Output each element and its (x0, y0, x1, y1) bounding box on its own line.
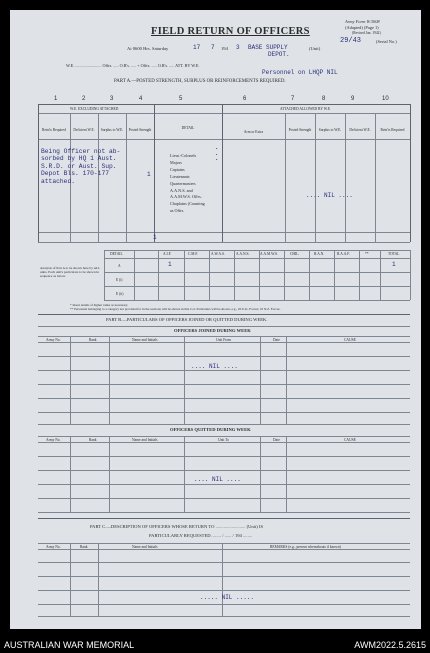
col-head: Rein'ts Required (380, 128, 405, 132)
attached-nil: .... NIL .... (306, 192, 353, 199)
analysis-aif-value: 1 (168, 261, 172, 268)
rule (410, 104, 411, 242)
unit-typed-line1: BASE SUPPLY (248, 44, 288, 51)
col-head: Deficient W.E. (73, 128, 95, 132)
rule (380, 250, 381, 300)
rule (109, 336, 110, 424)
rule (38, 442, 410, 443)
part-c-col-head: REMARKS (e.g., present whereabouts if known) (270, 545, 341, 549)
analysis-col-head: A.A.M.W.S. (260, 252, 278, 256)
rule (286, 436, 287, 512)
rule (38, 604, 410, 605)
rule (184, 336, 185, 424)
part-c-col-head: Rank (80, 545, 88, 549)
col-head: Deficient W.E. (349, 128, 371, 132)
rank-label: Majors (170, 159, 182, 165)
analysis-col-head: A.I.F. (163, 252, 172, 256)
footer-credit: AUSTRALIAN WAR MEMORIAL (4, 640, 135, 650)
rule (234, 250, 235, 300)
typed-note-line: attached. (41, 177, 76, 185)
rule (38, 314, 410, 315)
col-number: 8 (322, 96, 326, 102)
analysis-row-label: E (i) (116, 278, 123, 282)
rule (286, 336, 287, 424)
attached-allowed-heading: ATTACHED ALLOWED BY W.E. (280, 107, 331, 111)
rule (184, 436, 185, 512)
rule (38, 356, 410, 357)
col-head: Rein'ts Required (42, 128, 66, 132)
col-head: Posted Strength (288, 128, 312, 132)
rule (284, 250, 285, 300)
rule (38, 232, 410, 233)
rule (38, 342, 410, 343)
analysis-col-head: DETAIL (110, 252, 123, 256)
rule (38, 590, 410, 591)
quitted-col-head: Army No. (46, 438, 61, 442)
rule (345, 113, 346, 242)
rank-label: as Offrs. (170, 208, 185, 214)
rule (38, 336, 410, 337)
quitted-col-head: Name and Initials (132, 438, 158, 442)
rank-label: Lieut.-Colonels (170, 153, 197, 158)
rule (38, 104, 410, 105)
rule (38, 498, 410, 499)
date-line-prefix: At 0600 Hrs. Saturday (127, 46, 169, 51)
joined-title: OFFICERS JOINED DURING WEEK (174, 328, 251, 333)
rule (70, 436, 71, 512)
date-year-prefix: 194 (221, 46, 228, 51)
col-number: 9 (351, 96, 355, 102)
rule (38, 398, 410, 399)
footnote: * Insert details of higher ranks as necessary. (70, 303, 129, 307)
analysis-col-head: CHIL. (290, 252, 300, 256)
personnel-note: Personnel on LHQP NIL (262, 69, 338, 76)
col-number: 3 (110, 96, 114, 102)
part-c-title-line1: PART C.—DESCRIPTION OF OFFICERS WHOSE RETURN TO .......................... (Unit) IS (90, 524, 264, 529)
analysis-note: Analysis of Part A to be shown here by ALL units. Each unit's particulars to be shown in sequence as below. (40, 266, 101, 279)
date-month: 7 (211, 44, 215, 51)
part-c-col-head: Army No. (46, 545, 61, 549)
rule (38, 576, 410, 577)
col-head: Posted Strength (128, 128, 152, 132)
col-head: DETAIL (181, 126, 195, 130)
rule (126, 113, 127, 242)
rank-label: Captains (170, 166, 185, 172)
rule (38, 370, 410, 371)
form-title: FIELD RETURN OF OFFICERS (151, 26, 310, 37)
quitted-nil: .... NIL .... (194, 476, 241, 483)
rank-label: A.A.M.W.S. Offrs. (170, 194, 202, 200)
rule (38, 456, 410, 457)
form-reference-2: (Adapted) (Page 1) (345, 25, 379, 30)
rule (104, 258, 410, 259)
col-number: 6 (243, 96, 247, 102)
analysis-col-head: ** (365, 252, 369, 256)
rule (38, 518, 410, 519)
rule (70, 336, 71, 424)
analysis-col-head: R.A.N. (314, 252, 325, 256)
rule (154, 104, 155, 242)
joined-col-head: Name and Initials (132, 338, 158, 342)
part-c-title-line2: PARTICULARLY REQUESTED. ....... / ...... / 194 ........ (149, 533, 253, 538)
date-day: 17 (193, 44, 201, 51)
part-b-title: PART B.—PARTICULARS OF OFFICERS JOINED OR QUITTED DURING WEEK. (106, 317, 268, 322)
typed-note (41, 148, 120, 185)
analysis-row-label: E (ii) (116, 292, 124, 296)
col-head: Arm or Extra (243, 130, 264, 134)
quitted-col-head: Unit To (218, 438, 229, 442)
quitted-col-head: CAUSE (344, 438, 356, 442)
detail-ranks-list (170, 153, 205, 215)
posted-strength-value: 1 (147, 171, 151, 178)
rank-label: Chaplains (Counting (170, 201, 205, 207)
col-head: Surplus to W.E. (100, 128, 124, 132)
analysis-total-value: 1 (392, 261, 396, 268)
rule (38, 436, 410, 437)
rule (184, 250, 185, 300)
rule (70, 543, 71, 616)
typed-note-line: Depot Bls. 170-177 (41, 170, 110, 178)
part-a-title: PART A.—POSTED STRENGTH, SURPLUS OR REINFORCEMENTS REQUIRED. (114, 79, 286, 84)
serial-number: 29/43 (340, 37, 362, 45)
rule (104, 286, 410, 287)
rule (38, 424, 410, 425)
rank-label: A.A.N.S. and (170, 187, 193, 193)
total-row-value: 1 (153, 234, 157, 241)
rule (285, 113, 286, 242)
rule (38, 470, 410, 471)
serial-label: (Serial No.) (376, 39, 397, 44)
analysis-col-head: A.A.N.S. (236, 252, 250, 256)
rule (410, 250, 411, 300)
joined-col-head: Army No. (46, 338, 61, 342)
analysis-col-head: A.W.A.S. (211, 252, 225, 256)
col-number: 10 (382, 96, 389, 102)
rule (104, 250, 410, 251)
quitted-col-head: Date (273, 438, 280, 442)
col-number: 7 (291, 96, 295, 102)
joined-col-head: Date (273, 338, 280, 342)
rank-label: Lieutenants (170, 173, 190, 179)
analysis-col-head: TOTAL (388, 252, 400, 256)
part-c-nil: ..... NIL ..... (200, 594, 255, 601)
rule (38, 512, 410, 513)
part-c-col-head: Name and Initials (132, 545, 158, 549)
rule (38, 113, 410, 114)
we-excluding-attached-heading: W.E. EXCLUDING ATTACHED (70, 107, 119, 111)
analysis-row-label: A (118, 264, 121, 268)
rank-label: Quartermasters (170, 180, 196, 186)
form-reference-1: Army Form W.3008 (345, 19, 380, 24)
rule (38, 543, 410, 544)
rule (104, 272, 410, 273)
typed-note-line: Being Officer not ab- (41, 148, 121, 155)
rule (260, 436, 261, 512)
footer-accession-number: AWM2022.5.2615 (354, 640, 426, 650)
rule (222, 104, 223, 242)
we-line: W.E. ......................... Offrs. ..... O.R's. ..... + Offrs. ..... O.R's. ..... ATT. BY W.E. (66, 63, 200, 68)
rule (98, 543, 99, 616)
rule (38, 616, 410, 617)
rule (38, 139, 410, 140)
rule (375, 113, 376, 242)
rule (222, 543, 223, 616)
analysis-col-head: R.A.A.F. (337, 252, 350, 256)
form-page (10, 10, 421, 629)
col-number: 1 (54, 96, 58, 102)
col-number: 2 (82, 96, 86, 102)
rule (38, 104, 39, 242)
col-number: 4 (139, 96, 143, 102)
rule (359, 250, 360, 300)
rule (259, 250, 260, 300)
rule (309, 250, 310, 300)
rule (158, 250, 159, 300)
unit-label: (Unit) (309, 46, 321, 51)
rule (38, 562, 410, 563)
rule (38, 484, 410, 485)
rule (38, 242, 410, 243)
typed-note-line: S.R.D. or Aust. Sup. (41, 162, 117, 170)
analysis-col-head: C.M.F. (188, 252, 198, 256)
rule (38, 412, 410, 413)
joined-col-head: CAUSE (344, 338, 356, 342)
col-head: Surplus to W.E. (318, 128, 342, 132)
rule (38, 384, 410, 385)
rule (104, 250, 105, 300)
rule (109, 436, 110, 512)
rule (260, 336, 261, 424)
footnote: ** Personnel belonging to a category not provided for in the sections will be shown in this Col. Particulars will be shown, e.g., 20 U.K. Forces; 10 N.Z. Forces. (70, 307, 281, 311)
rule (209, 250, 210, 300)
form-reference-3: (Revised Jan. 1942) (352, 31, 381, 35)
unit-typed-line2: DEPOT. (268, 51, 290, 58)
joined-nil: .... NIL .... (191, 363, 238, 370)
detail-bullets: • • • (216, 146, 218, 162)
rule (134, 250, 135, 300)
joined-col-head: Rank (89, 338, 97, 342)
quitted-col-head: Rank (89, 438, 97, 442)
rule (104, 300, 410, 301)
rule (38, 549, 410, 550)
quitted-title: OFFICERS QUITTED DURING WEEK (170, 427, 251, 432)
rule (38, 326, 410, 327)
typed-note-line: sorbed by HQ 1 Aust. (41, 155, 117, 163)
rule (334, 250, 335, 300)
joined-col-head: Unit From (216, 338, 232, 342)
rule (315, 113, 316, 242)
date-year-digit: 3 (236, 44, 240, 51)
col-number: 5 (179, 96, 183, 102)
